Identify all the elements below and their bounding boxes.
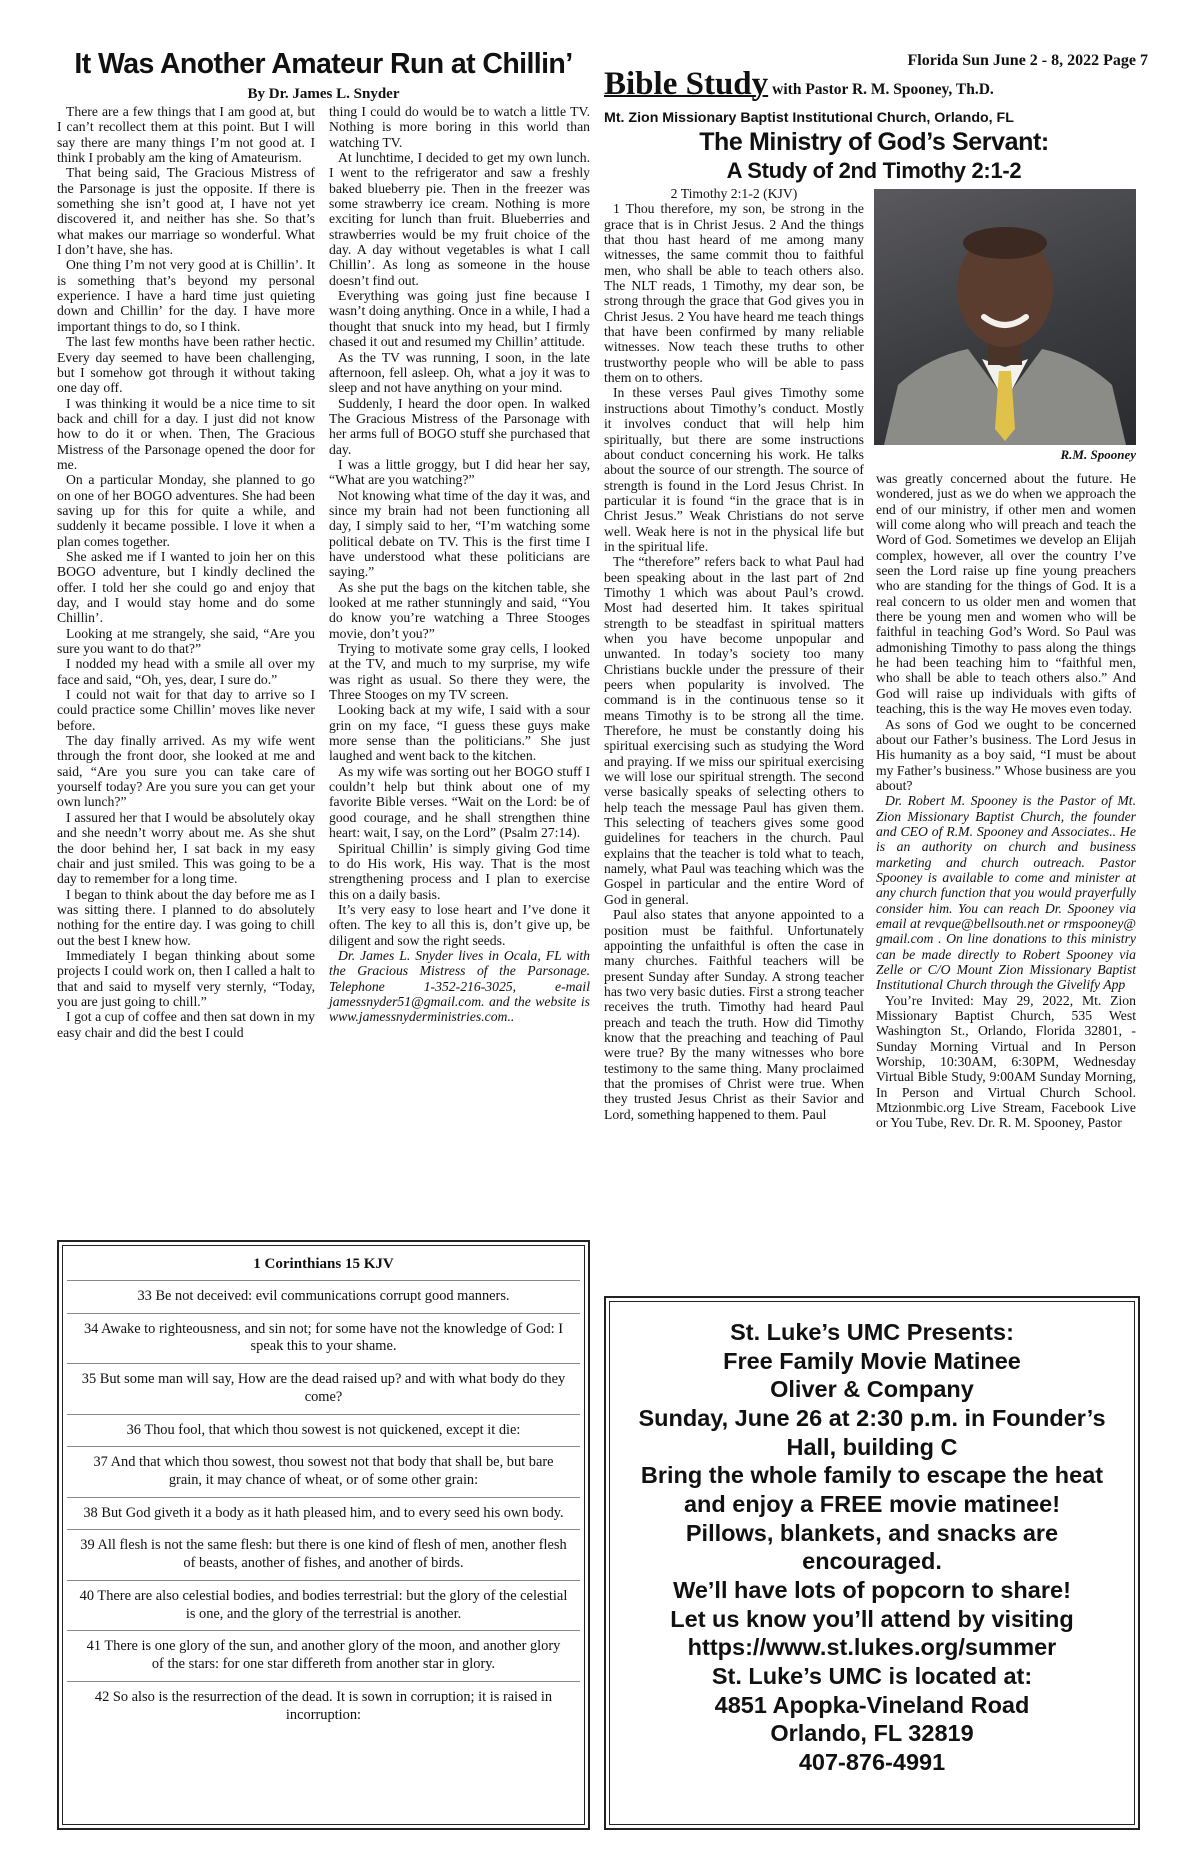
ad-line: Orlando, FL 32819 xyxy=(770,1720,974,1747)
ad-line: Free Family Movie Matinee xyxy=(723,1347,1021,1374)
verse: 39 All flesh is not the same flesh: but there is one kind of flesh of men, another flesh of beasts, another of fishes, and another of birds. xyxy=(80,1537,567,1572)
photo-caption: R.M. Spooney xyxy=(1060,447,1136,462)
study-title: The Ministry of God’s Servant: xyxy=(699,128,1049,156)
scripture-box xyxy=(57,1240,590,1830)
ad-line: 4851 Apopka-Vineland Road xyxy=(714,1691,1030,1718)
ad-line: Pillows, blankets, and snacks are encouraged. xyxy=(685,1519,1059,1575)
study-subtitle: A Study of 2nd Timothy 2:1-2 xyxy=(726,158,1022,183)
paper-info: Florida Sun June 2 - 8, 2022 Page 7 xyxy=(907,52,1148,69)
author-bio: Dr. James L. Snyder lives in Ocala, FL with the Gracious Mistress of the Parsonage. Telephone 1-352-216-3025, e-mail jamessnyder51@gmail.com. and the website is www.jamessnyderministries.com.. xyxy=(329,947,590,1025)
article-byline: By Dr. James L. Snyder xyxy=(247,86,400,102)
pastor-bio: Dr. Robert M. Spooney is the Pastor of Mt. Zion Missionary Baptist Church, the founder and CEO of R.M. Spooney and Associates.. He is an authority on church and business marketing and church outreach. Pastor Spooney is available to come and minister at any church function that you would prayerfully consider him. You can reach Dr. Spooney via email at revque@bellsouth.net or rmspooney@ gmail.com . On line donations to this ministry can be made directly to Robert Spooney via Zelle or C/O Mount Zion Missionary Baptist Institutional Church through the Givelify App xyxy=(876,793,1136,993)
verse: 41 There is one glory of the sun, and another glory of the moon, and another glory of the stars: for one star differeth from another star in glory. xyxy=(86,1638,561,1673)
kicker-label: Bible Study xyxy=(604,66,769,102)
verse: 35 But some man will say, How are the dead raised up? and with what body do they come? xyxy=(81,1371,566,1405)
article2-column-2: was greatly concerned about the future. He wondered, just as we do when we approach the end of our ministry, if other men and women will come along who will preach and teach the Word of God. Sometimes we develop an Elijah complex, however, all over the country I’ve seen the Lord raise up fine young preachers who are standing for the things of God. It is a real concern to us older men and women that there be young men and women who will be faithful in teaching God’s Word. So Paul was admonishing Timothy to pass along the things he had been teaching him to “faithful men, who shall be able to teach others also.” And God will raise up individuals with gifts of teaching, this is the way He moves even today. As sons of God we ought to be concerned about our Father’s business. The Lord Jesus in His humanity as a boy said, “I must be about my Father’s business.” Whose business are you about? Dr. Robert M. Spooney is the Pastor of Mt. Zion Missionary Baptist Church, the founder and CEO of R.M. Spooney and Associates.. He is an authority on church and business marketing and church outreach. Pastor Spooney is available to come and minister at any church function that you would prayerfully consider him. You can reach Dr. Spooney via email at revque@bellsouth.net or rmspooney@ gmail.com . On line donations to this ministry can be made directly to Robert Spooney via Zelle or C/O Mount Zion Missionary Baptist Institutional Church through the Givelify App You’re Invited: May 29, 2022, Mt. Zion Missionary Baptist Church, 535 West Washington St., Orlando, Florida 32801, - Sunday Morning Virtual and In Person Worship, 10:30AM, 6:30PM, Wednesday Virtual Bible Study, 9:00AM Sunday Morning, In Person and Virtual Church School. Mtzionmbic.org Live Stream, Facebook Live or You Tube, Rev. Dr. R. M. Spooney, Pastor xyxy=(876,471,1136,1131)
article-title: It Was Another Amateur Run at Chillin’ xyxy=(74,48,573,80)
ad-line: Bring the whole family to escape the heat and enjoy a FREE movie matinee! xyxy=(640,1462,1104,1517)
ad-link[interactable]: https://www.st.lukes.org/summer xyxy=(687,1634,1057,1661)
bible-study-kicker xyxy=(604,66,1144,103)
article1-column-1: There are a few things that I am good at, but I can’t recollect them at this point. But I will say there are many things I’m not good at. I think I probably am the king of Amateurism. That being said, The Gracious Mistress of the Parsonage is just the opposite. If there is something she isn’t good at, I have not yet discovered it, and neither has she. So that’s what makes our marriage so wonderful. What I don’t have, she has. One thing I’m not very good at is Chillin’. It is something that’s beyond my personal experience. I have a hard time just quieting down and Chillin’ for the day. I have more important things to do, so I think. The last few months have been rather hectic. Every day seemed to have been challenging, but I somehow got through it without taking one day off. I was thinking it would be a nice time to sit back and chill for a day. I just did not know how to do it or when. Then, The Gracious Mistress of the Parsonage opened the door for me. On a particular Monday, she planned to go on one of her BOGO adventures. She had been saving up for this for quite a while, and suddenly it became possible. I love it when a plan comes together. She asked me if I wanted to join her on this BOGO adventure, but I kindly declined the offer. I told her she could go and enjoy that day, and I would stay home and do some Chillin’. Looking at me strangely, she said, “Are you sure you want to do that?” I nodded my head with a smile all over my face and said, “Oh, yes, dear, I sure do.” I could not wait for that day to arrive so I could practice some Chillin’ moves like never before. The day finally arrived. As my wife went through the front door, she looked at me and said, “Are you sure you can take care of yourself today? Are you sure you can get your own lunch?” I assured her that I would be absolutely okay and she needn’t worry about me. As she shut the door behind her, I sat back in my easy chair and just smiled. This was going to be a day to remember for a long time. I began to think about the day before me as I was sitting there. I planned to do absolutely nothing for the entire day. I was going to chill out the best I knew how. Immediately I began thinking about some projects I could work on, then I called a halt to that and said to myself very sternly, “Today, you are just going to chill.” I got a cup of coffee and then sat down in my easy chair and did the best I could xyxy=(57,104,315,1040)
ad-line: Sunday, June 26 at 2:30 p.m. in Founder’s Hall, building C xyxy=(638,1404,1106,1460)
kicker-sub: with Pastor R. M. Spooney, Th.D. xyxy=(772,81,994,98)
ad-line: St. Luke’s UMC Presents: xyxy=(730,1319,1014,1345)
scripture-title: 1 Corinthians 15 KJV xyxy=(253,1256,394,1272)
ad-line: Oliver & Company xyxy=(770,1376,974,1403)
article1-column-2: thing I could do would be to watch a little TV. Nothing is more boring in this world than watching TV. At lunchtime, I decided to get my own lunch. I went to the refrigerator and saw a freshly baked blueberry pie. Then in the freezer was some strawberry ice cream. Nothing is more exciting for lunch than fruit. Blueberries and strawberries would be my fruit choice of the day. A day without vegetables is what I call Chillin’. As long as someone in the house doesn’t find out. Everything was going just fine because I wasn’t doing anything. Once in a while, I had a thought that snuck into my head, but I firmly chased it out and resumed my Chillin’ attitude. As the TV was running, I soon, in the late afternoon, fell asleep. Oh, what a joy it was to sleep and not have anything on your mind. Suddenly, I heard the door open. In walked The Gracious Mistress of the Parsonage with her arms full of BOGO stuff she purchased that day. I was a little groggy, but I did hear her say, “What are you watching?” Not knowing what time of the day it was, and since my brain had not been functioning all day, I simply said to her, “I’m watching some political debate on TV. This is the first time I have understood what these politicians are saying.” As she put the bags on the kitchen table, she looked at me rather stunningly and said, “You do know you’re watching a Three Stooges movie, don’t you?” Trying to motivate some gray cells, I looked at the TV, and much to my surprise, my wife was right as usual. So there they were, the Three Stooges on my TV screen. Looking back at my wife, I said with a sour grin on my face, “I guess these guys make more sense than the politicians.” She just laughed and went back to the kitchen. As my wife was sorting out her BOGO stuff I couldn’t help but think about one of my favorite Bible verses. “Wait on the Lord: be of good courage, and he shall strengthen thine heart: wait, I say, on the Lord” (Psalm 27:14). Spiritual Chillin’ is simply giving God time to do His work, His way. That is the most strengthening process and I plan to exercise this on a daily basis. It’s very easy to lose heart and I’ve done it often. The key to all this is, don’t give up, be diligent and sow the right seeds. Dr. James L. Snyder lives in Ocala, FL with the Gracious Mistress of the Parsonage. Telephone 1-352-216-3025, e-mail jamessnyder51@gmail.com. and the website is www.jamessnyderministries.com.. xyxy=(329,104,590,1025)
ad-line: Let us know you’ll attend by visiting xyxy=(670,1605,1074,1632)
verse: 33 Be not deceived: evil communications corrupt good manners. xyxy=(137,1288,510,1304)
verse: 36 Thou fool, that which thou sowest is not quickened, except it die: xyxy=(126,1421,521,1438)
verse: 38 But God giveth it a body as it hath pleased him, and to every seed his own body. xyxy=(83,1504,564,1521)
movie-matinee-ad xyxy=(604,1296,1140,1830)
ad-line: We’ll have lots of popcorn to share! xyxy=(673,1576,1071,1603)
verse: 34 Awake to righteousness, and sin not; for some have not the knowledge of God: I speak this to your shame. xyxy=(83,1320,564,1355)
verse: 42 So also is the resurrection of the dead. It is sown in corruption; it is raised in incorruption: xyxy=(94,1688,553,1723)
church-name: Mt. Zion Missionary Baptist Institutional Church, Orlando, FL xyxy=(604,110,1014,126)
ad-phone: 407-876-4991 xyxy=(798,1748,946,1775)
invitation: You’re Invited: May 29, 2022, Mt. Zion Missionary Baptist Church, 535 West Washington St., Orlando, Florida 32801, - Sunday Morning Virtual and In Person Worship, 10:30AM, 6:30PM, Wednesday Virtual Bible Study, 9:00AM Sunday Morning, In Person and Virtual Church School. Mtzionmbic.org Live Stream, Facebook Live or You Tube, Rev. Dr. R. M. Spooney, Pastor xyxy=(876,992,1136,1131)
ad-line: St. Luke’s UMC is located at: xyxy=(711,1662,1033,1689)
pastor-photo xyxy=(874,189,1136,445)
article2-column-1: 2 Timothy 2:1-2 (KJV) 1 Thou therefore, my son, be strong in the grace that is in Christ Jesus. 2 And the things that thou hast heard of me among many witnesses, the same commit thou to faithful men, who shall be able to teach others also. The NLT reads, 1 Timothy, my dear son, be strong through the grace that God gives you in Christ Jesus. 2 You have heard me teach things that have been confirmed by many reliable witnesses. Now teach these truths to other trustworthy people who will be able to pass them on to others. In these verses Paul gives Timothy some instructions about Timothy’s conduct. Mostly it involves conduct that will help him spiritually, but there are some instructions about conduct concerning his work. He talks about the source of our strength. The source of strength is found in the Lord Jesus Christ. In particular it is found “in the grace that is in Christ Jesus.” Weak Christians do not serve well. Weak here is not in the physical life but in the spiritual life. The “therefore” refers back to what Paul had been speaking about in the last part of 2nd Timothy 1 which was about Paul’s crowd. Most had deserted him. It takes spiritual strength to be steadfast in spiritual matters when you have become unpopular and unwanted. In today’s society too many Christians buckle under the pressure of their peers when popularity is involved. The command is in the continuous tense so it means Timothy is to be strong all the time. Therefore, he must be constantly doing his spiritual exercising such as studying the Word and praying. If we miss our spiritual exercising we will lose our spiritual strength. The second verse basically speaks of selecting others to help teach the message Paul has given them. This selecting of teachers gives some good guidelines for teachers in the church. Paul explains that the teacher is told what to teach, namely, what Paul was teaching which was the Gospel in particular and the entire Word of God in general. Paul also states that anyone appointed to a position must be faithful. Unfortunately appointing the unfaithful is often the case in many churches. Faithful teachers will be present Sunday after Sunday. A strong teacher has two very basic duties. First a strong teacher receives the truth. Timothy had heard Paul preach and teach the truth. How did Timothy know that the preaching and teaching of Paul were true? By the many witnesses who bore testimony to the same thing. Many proclaimed that the promises of Christ were true. When they trusted Jesus Christ as their Savior and Lord, something happened to them. Paul xyxy=(604,186,864,1122)
verse: 40 There are also celestial bodies, and bodies terrestrial: but the glory of the celestial is one, and the glory of the terrestrial is another. xyxy=(79,1587,568,1622)
verse: 37 And that which thou sowest, thou sowest not that body that shall be, but bare grain, it may chance of wheat, or of some other grain: xyxy=(93,1454,554,1489)
